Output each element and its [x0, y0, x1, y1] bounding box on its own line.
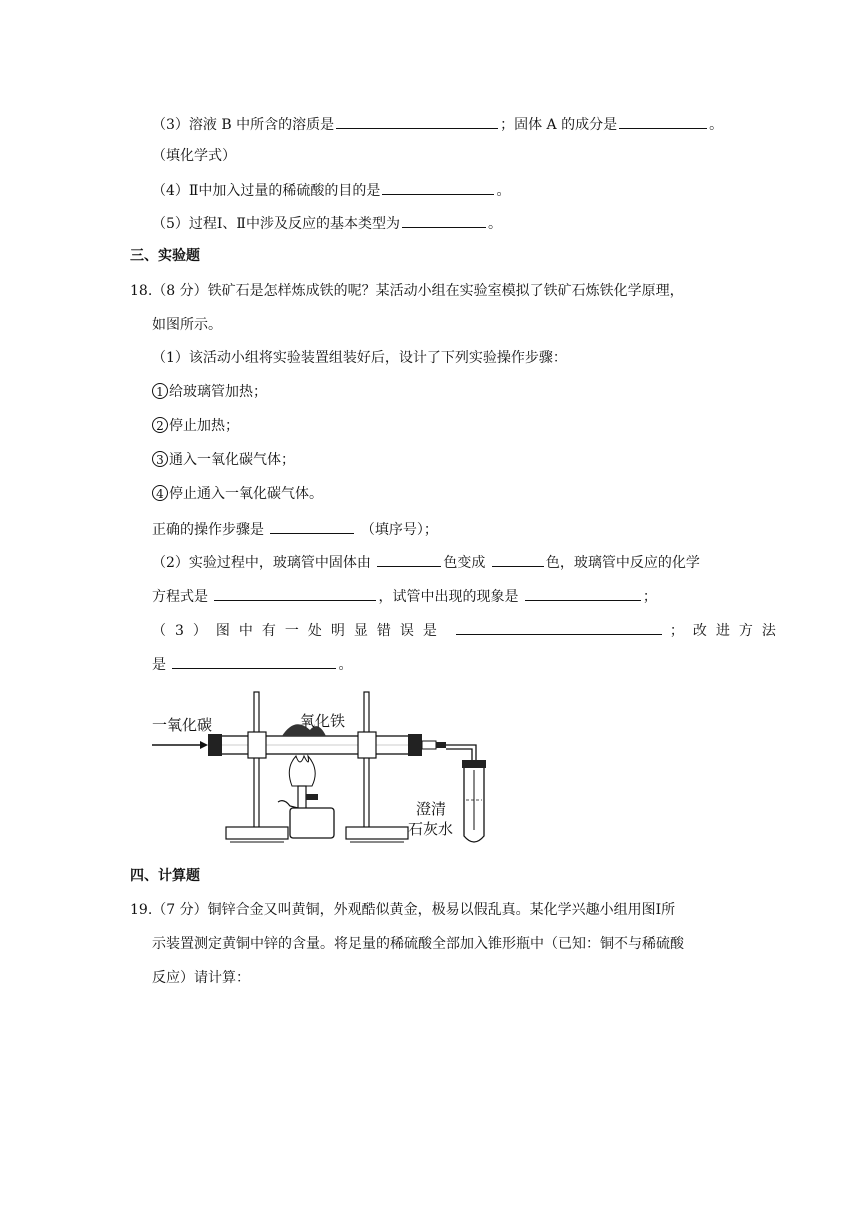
answer-blank[interactable] [382, 179, 494, 195]
circled-number: 2 [152, 417, 168, 433]
connector [422, 741, 436, 749]
answer-blank[interactable] [377, 551, 441, 567]
q19-stem-3: 反应）请计算： [152, 970, 250, 986]
stand-rod-left [254, 692, 259, 830]
answer-blank[interactable] [619, 113, 707, 129]
stand-rod-right [364, 692, 369, 830]
step-item: 1 给玻璃管加热； [152, 382, 267, 402]
q17-note: （填化学式） [152, 148, 236, 164]
answer-blank[interactable] [456, 619, 662, 635]
q18-stem-2: 如图所示。 [152, 317, 222, 333]
q18-part3-line2: 是 。 [152, 653, 352, 675]
answer-blank[interactable] [270, 518, 354, 534]
test-tube-stopper [462, 760, 486, 768]
burner-valve [306, 794, 318, 800]
co-label: 一氧化碳 [152, 716, 213, 734]
limewater-label-2: 石灰水 [408, 820, 454, 838]
answer-blank[interactable] [492, 551, 544, 567]
step-item: 4 停止通入一氧化碳气体。 [152, 484, 323, 504]
flame-icon [289, 756, 315, 786]
q17-line5: （5）过程Ⅰ、Ⅱ中涉及反应的基本类型为 。 [152, 212, 502, 234]
q17-line3: （3）溶液 B 中所含的溶质是 ；固体 A 的成分是 。 [152, 113, 723, 135]
stand-base-left [226, 827, 288, 839]
circled-number: 3 [152, 451, 168, 467]
circled-number: 4 [152, 485, 168, 501]
clamp-left [248, 732, 266, 758]
q18-part1: （1）该活动小组将实验装置组装好后，设计了下列实验操作步骤： [152, 350, 567, 366]
stopper-right [408, 734, 422, 756]
arrow-head-icon [200, 741, 208, 749]
iron-oxide-label: 氧化铁 [300, 712, 346, 730]
step-item: 2 停止加热； [152, 416, 239, 436]
section-title: 四、计算题 [130, 868, 200, 884]
apparatus-diagram [150, 690, 510, 850]
answer-blank[interactable] [172, 653, 336, 669]
q18-stem: 18.（8 分）铁矿石是怎样炼成铁的呢？某活动小组在实验室模拟了铁矿石炼铁化学原理， [130, 283, 684, 299]
q18-order-line: 正确的操作步骤是 （填序号）； [152, 518, 438, 540]
burner-knob [278, 801, 298, 808]
rubber-joint [436, 742, 446, 748]
section-title: 三、实验题 [130, 248, 200, 264]
q18-part2: （2）实验过程中，玻璃管中固体由 色变成 色，玻璃管中反应的化学 [152, 551, 700, 573]
answer-blank[interactable] [336, 113, 498, 129]
q19-stem: 19.（7 分）铜锌合金又叫黄铜，外观酷似黄金，极易以假乱真。某化学兴趣小组用图Ⅰ所 [130, 902, 676, 918]
q18-part3: （3）图中有一处明显错误是 ；改进方法 [152, 619, 785, 641]
q18-part2-line2: 方程式是 ，试管中出现的现象是 ； [152, 585, 657, 607]
q17-line4: （4）Ⅱ中加入过量的稀硫酸的目的是 。 [152, 179, 510, 201]
circled-number: 1 [152, 383, 168, 399]
answer-blank[interactable] [525, 585, 641, 601]
clamp-right [358, 732, 376, 758]
stopper-left [208, 734, 222, 756]
stand-base-right [346, 827, 408, 839]
answer-blank[interactable] [402, 212, 486, 228]
step-item: 3 通入一氧化碳气体； [152, 450, 295, 470]
q19-stem-2: 示装置测定黄铜中锌的含量。将足量的稀硫酸全部加入锥形瓶中（已知：铜不与稀硫酸 [152, 936, 684, 952]
answer-blank[interactable] [214, 585, 376, 601]
burner-base [290, 808, 334, 838]
limewater-label: 澄清 [416, 800, 447, 818]
